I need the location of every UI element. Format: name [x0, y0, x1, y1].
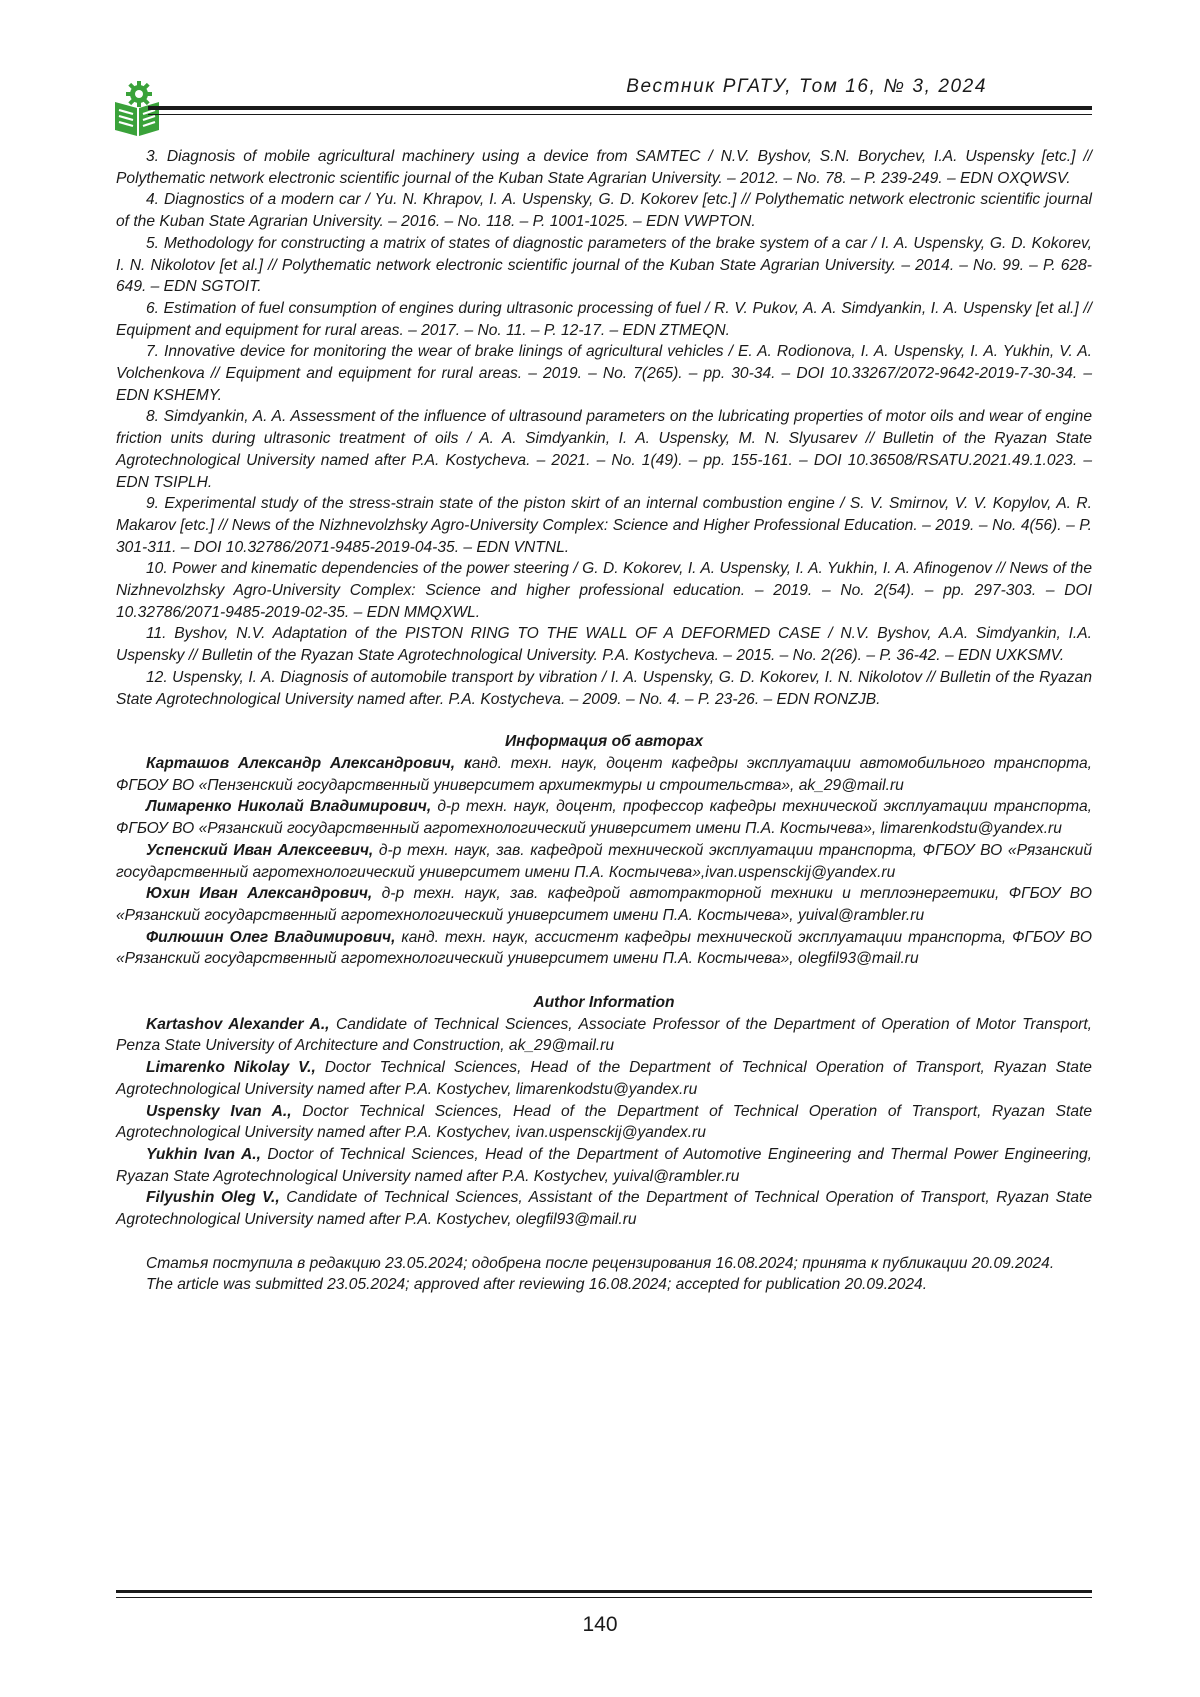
author-name: Успенский Иван Алексеевич, — [146, 841, 374, 859]
author-name: Limarenko Nikolay V., — [146, 1059, 316, 1077]
author-name: Kartashov Alexander A., — [146, 1015, 330, 1033]
header-rule-thin — [148, 114, 1092, 115]
authors-ru-heading: Информация об авторах — [504, 733, 704, 751]
reference-item: 10. Power and kinematic dependencies of the power steering / G. D. Kokorev, I. A. Uspensky, I. A. Yukhin, I. A. Afinogenov // News of the Nizhnevolzhsky Agro-University Complex: Science and higher professional education. – 2019. – No. 2(54). – pp. 297-303. – DOI 10.32786/2071-9485-2019-02-35. – EDN MMQXWL. — [116, 560, 1092, 621]
author-details: Doctor of Technical Sciences, Head of the Department of Automotive Engineering and Thermal Power Engineering, Ryazan State Agrotechnological University named after P.A. Kostychev, yuival@rambler.ru — [116, 1145, 1092, 1185]
author-entry — [116, 1014, 1092, 1057]
reference-item: 12. Uspensky, I. A. Diagnosis of automobile transport by vibration / I. A. Uspensky, G. D. Kokorev, I. N. Nikolotov // Bulletin of the Ryazan State Agrotechnological University named after. P.A. Kostycheva. – 2009. – No. 4. – P. 23-26. – EDN RONZJB. — [116, 668, 1092, 708]
author-details: Candidate of Technical Sciences, Assistant of the Department of Technical Operation of Transport, Ryazan State Agrotechnological University named after P.A. Kostychev, olegfil93@mail.ru — [116, 1189, 1092, 1229]
author-entry — [116, 1144, 1092, 1187]
author-details: д-р техн. наук, зав. кафедрой технической эксплуатации транспорта, ФГБОУ ВО «Рязанский государственный агротехнологический университет имени П.А. Костычева»,ivan.uspensckij@yandex.ru — [116, 841, 1092, 881]
author-details: Doctor Technical Sciences, Head of the Department of Technical Operation of Transport, Ryazan State Agrotechnological University named after P.A. Kostychev, limarenkodstu@yandex.ru — [116, 1059, 1092, 1098]
author-name: Лимаренко Николай Владимирович, — [146, 798, 432, 816]
reference-item: 7. Innovative device for monitoring the wear of brake linings of agricultural vehicles / E. A. Rodionova, I. A. Uspensky, I. A. Yukhin, V. A. Volchenkova // Equipment and equipment for rural areas. – 2019. – No. 7(265). – pp. 30-34. – DOI 10.33267/2072-9642-2019-7-30-34. – EDN KSHEMY. — [116, 343, 1092, 404]
submission-note-ru: Статья поступила в редакцию 23.05.2024; одобрена после рецензирования 16.08.2024; принята к публикации 20.09.2024. — [146, 1254, 1055, 1272]
footer-rule-thin — [116, 1597, 1092, 1598]
reference-item: 11. Byshov, N.V. Adaptation of the PISTON RING TO THE WALL OF A DEFORMED CASE / N.V. Byshov, A.A. Simdyankin, I.A. Uspensky // Bulletin of the Ryazan State Agrotechnological University. P.A. Kostycheva. – 2015. – No. 2(26). – P. 36-42. – EDN UXKSMV. — [116, 625, 1092, 665]
author-name: Filyushin Oleg V., — [146, 1189, 280, 1207]
authors-ru-list — [116, 753, 1092, 970]
author-entry — [116, 796, 1092, 839]
header-rule-thick — [148, 106, 1092, 110]
author-name: Юхин Иван Александрович, — [146, 885, 373, 903]
journal-title: Вестник РГАТУ, Том 16, № 3, 2024 — [626, 76, 987, 97]
author-entry — [116, 1187, 1092, 1230]
author-name: Uspensky Ivan A., — [146, 1102, 292, 1120]
author-entry — [116, 1057, 1092, 1100]
authors-en-heading: Author Information — [533, 994, 675, 1012]
reference-item: 6. Estimation of fuel consumption of engines during ultrasonic processing of fuel / R. V. Pukov, A. A. Simdyankin, I. A. Uspensky [et al.] // Equipment and equipment for rural areas. – 2017. – No. 11. – P. 12-17. – EDN ZTMEQN. — [116, 299, 1092, 339]
authors-en-list — [116, 1014, 1092, 1231]
author-entry — [116, 1101, 1092, 1144]
article-content — [116, 146, 1092, 1296]
author-name: Филюшин Олег Владимирович, — [146, 928, 396, 946]
author-name: Карташов Александр Александрович, к — [146, 754, 472, 772]
author-details: канд. техн. наук, ассистент кафедры технической эксплуатации транспорта, ФГБОУ ВО «Рязанский государственный агротехнологический университет имени П.А. Костычева», olegfil93@mail.ru — [116, 928, 1092, 968]
reference-item: 9. Experimental study of the stress-strain state of the piston skirt of an internal combustion engine / S. V. Smirnov, V. V. Kopylov, A. R. Makarov [etc.] // News of the Nizhnevolzhsky Agro-University Complex: Science and Higher Professional Education. – 2019. – No. 4(56). – P. 301-311. – DOI 10.32786/2071-9485-2019-04-35. – EDN VNTNL. — [116, 495, 1092, 556]
reference-item: 4. Diagnostics of a modern car / Yu. N. Khrapov, I. A. Uspensky, G. D. Kokorev [etc.] // Polythematic network electronic scientific journal of the Kuban State Agrarian University. – 2016. – No. 118. – P. 1001-1025. – EDN VWPTON. — [116, 191, 1092, 231]
reference-item: 3. Diagnosis of mobile agricultural machinery using a device from SAMTEC / N.V. Byshov, S.N. Borychev, I.A. Uspensky [etc.] // Polythematic network electronic scientific journal of the Kuban State Agrarian University. – 2012. – No. 78. – P. 239-249. – EDN OXQWSV. — [116, 148, 1092, 187]
author-entry — [116, 927, 1092, 970]
author-details: Doctor Technical Sciences, Head of the Department of Technical Operation of Transport, Ryazan State Agrotechnological University named after P.A. Kostychev, ivan.uspensckij@yandex.ru — [116, 1102, 1092, 1142]
page-number: 140 — [582, 1613, 618, 1636]
author-name: Yukhin Ivan A., — [146, 1145, 261, 1163]
author-details: д-р техн. наук, зав. кафедрой автотракторной техники и теплоэнергетики, ФГБОУ ВО «Рязанский государственный агротехнологический университет имени П.А. Костычева», yuival@rambler.ru — [116, 885, 1092, 924]
reference-list — [116, 146, 1092, 710]
author-entry — [116, 883, 1092, 926]
author-details: Candidate of Technical Sciences, Associate Professor of the Department of Operation of Motor Transport, Penza State University of Architecture and Construction, ak_29@mail.ru — [116, 1015, 1092, 1055]
submission-note-en: The article was submitted 23.05.2024; approved after reviewing 16.08.2024; accepted for publication 20.09.2024. — [146, 1276, 928, 1294]
reference-item: 8. Simdyankin, A. A. Assessment of the influence of ultrasound parameters on the lubricating properties of motor oils and wear of engine friction units during ultrasonic treatment of oils / A. A. Simdyankin, I. A. Uspensky, M. N. Slyusarev // Bulletin of the Ryazan State Agrotechnological University named after P.A. Kostycheva. – 2021. – No. 1(49). – pp. 155-161. – DOI 10.36508/RSATU.2021.49.1.023. – EDN TSIPLH. — [116, 408, 1092, 491]
reference-item: 5. Methodology for constructing a matrix of states of diagnostic parameters of the brake system of a car / I. A. Uspensky, G. D. Kokorev, I. N. Nikolotov [et al.] // Polythematic network electronic scientific journal of the Kuban State Agrarian University. – 2014. – No. 99. – P. 628-649. – EDN SGTOIT. — [116, 234, 1092, 296]
author-details: анд. техн. наук, доцент кафедры эксплуатации автомобильного транспорта, ФГБОУ ВО «Пензенский государственный университет архитектуры и строительства», ak_29@mail.ru — [116, 754, 1092, 794]
author-entry — [116, 840, 1092, 883]
footer-rule-thick — [116, 1590, 1092, 1593]
author-entry — [116, 753, 1092, 796]
author-details: д-р техн. наук, доцент, профессор кафедры технической эксплуатации транспорта, ФГБОУ ВО «Рязанский государственный агротехнологический университет имени П.А. Костычева», limarenkodstu@yandex.ru — [116, 798, 1092, 838]
